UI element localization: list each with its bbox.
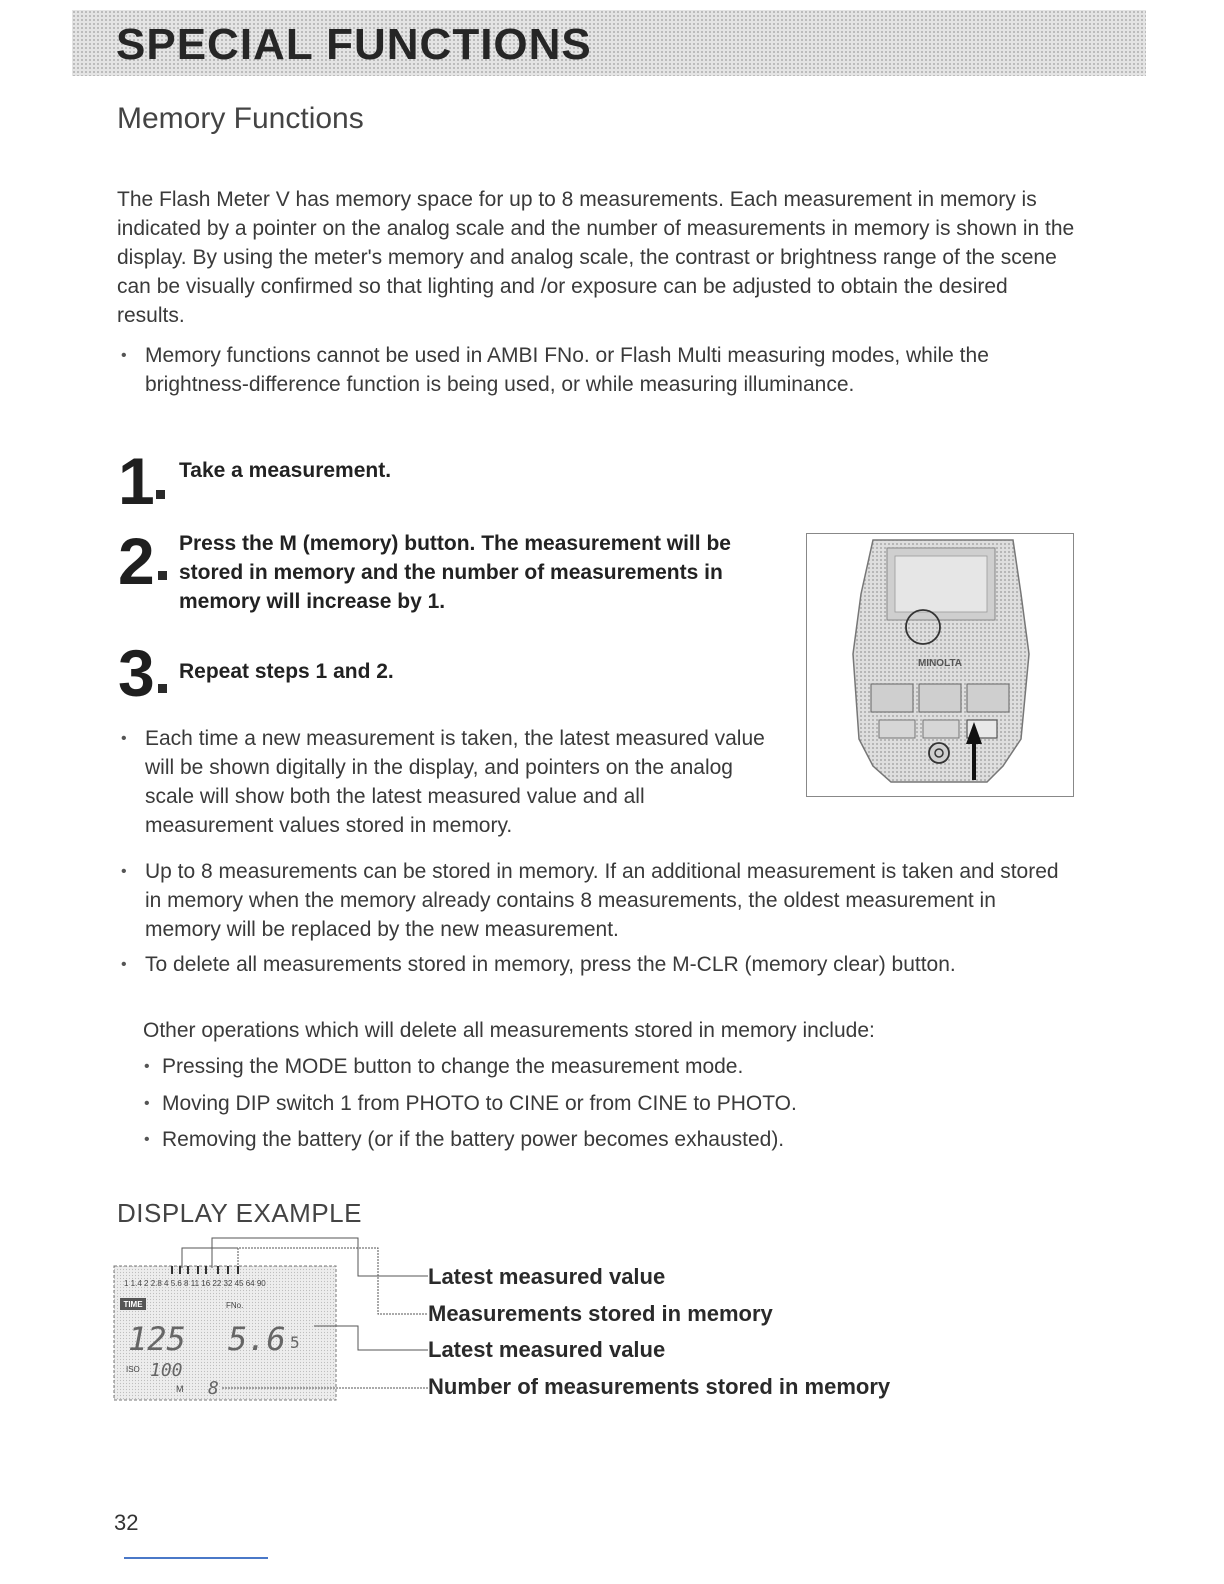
step-1-number: 1 (118, 444, 155, 518)
aperture-tenth: 5 (290, 1333, 300, 1352)
step-1-marker (156, 490, 165, 499)
shutter-value: 125 (128, 1320, 186, 1358)
bullet-icon: • (121, 730, 127, 747)
light-meter-illustration (807, 534, 1073, 796)
iso-value: 100 (150, 1360, 183, 1381)
intro-paragraph: The Flash Meter V has memory space for up to 8 measurements. Each measurement in memory is indicated by a pointer on the analog scale and the number of measurements in memory is shown in the display. By using the meter's memory and analog scale, the contrast or brightness range of the scene can be visually confirmed so that lighting and /or exposure can be adjusted to obtain the desired results. (117, 188, 1075, 327)
step-1-text: Take a measurement. (179, 459, 392, 482)
other-op-text: Removing the battery (or if the battery power becomes exhausted). (162, 1128, 785, 1151)
step-3-marker (158, 684, 167, 693)
note-delete (121, 950, 1077, 979)
meter-brand: MINOLTA (917, 658, 963, 669)
bullet-icon: • (144, 1058, 150, 1075)
step-2-number: 2 (118, 524, 155, 598)
mem-count: 8 (208, 1378, 219, 1399)
callout-latest-value: Latest measured value (428, 1264, 666, 1289)
time-label: TIME (123, 1300, 143, 1309)
bullet-icon: • (121, 347, 127, 364)
callout-latest-value-digital: Latest measured value (428, 1337, 666, 1362)
other-op-text: Pressing the MODE button to change the measurement mode. (162, 1055, 744, 1078)
meter-photo (806, 533, 1074, 797)
iso-label: ISO (126, 1365, 140, 1374)
section-title: Memory Functions (117, 102, 364, 135)
bullet-icon: • (121, 956, 127, 973)
callout-stored-measurements: Measurements stored in memory (428, 1301, 773, 1326)
aperture-value: 5.6 (228, 1320, 286, 1358)
other-op-item (144, 1052, 1062, 1081)
other-op-item (144, 1089, 1062, 1118)
other-ops-intro: Other operations which will delete all measurements stored in memory include: (143, 1019, 875, 1042)
fno-label: FNo. (226, 1301, 244, 1310)
bullet-icon: • (144, 1131, 150, 1148)
step-2-text: Press the M (memory) button. The measurement will be stored in memory and the number of measurements in memory will increase by 1. (179, 532, 731, 613)
page-number: 32 (114, 1510, 139, 1535)
page-title: SPECIAL FUNCTIONS (116, 20, 592, 69)
note-display (121, 724, 777, 840)
callout-memory-count: Number of measurements stored in memory (428, 1374, 891, 1399)
note-modes (121, 341, 1077, 399)
note-delete-text: To delete all measurements stored in memory, press the M-CLR (memory clear) button. (145, 953, 956, 976)
display-example-title: DISPLAY EXAMPLE (117, 1198, 362, 1228)
step-3-number: 3 (118, 636, 155, 710)
other-op-text: Moving DIP switch 1 from PHOTO to CINE or from CINE to PHOTO. (162, 1092, 797, 1115)
header-banner (72, 10, 1146, 76)
bullet-icon: • (144, 1095, 150, 1112)
mem-label: M (176, 1384, 184, 1394)
note-display-text: Each time a new measurement is taken, the latest measured value will be shown digitally in the display, and pointers on the analog scale will show both the latest measured value and all measurement values stored in memory. (145, 727, 765, 837)
footer-rule (124, 1557, 268, 1559)
lcd-display-diagram (110, 1232, 440, 1412)
other-op-item (144, 1125, 1062, 1154)
bullet-icon: • (121, 863, 127, 880)
note-modes-text: Memory functions cannot be used in AMBI FNo. or Flash Multi measuring modes, while the brightness-difference function is being used, or while measuring illuminance. (145, 344, 989, 396)
analog-scale: 1 1.4 2 2.8 4 5.6 8 11 16 22 32 45 64 90 (124, 1279, 266, 1288)
step-3-text: Repeat steps 1 and 2. (179, 660, 394, 683)
step-2-marker (158, 571, 167, 580)
note-capacity (121, 857, 1077, 944)
note-capacity-text: Up to 8 measurements can be stored in memory. If an additional measurement is taken and stored in memory when the memory already contains 8 measurements, the oldest measurement in memory will be replaced by the new measurement. (145, 860, 1059, 941)
